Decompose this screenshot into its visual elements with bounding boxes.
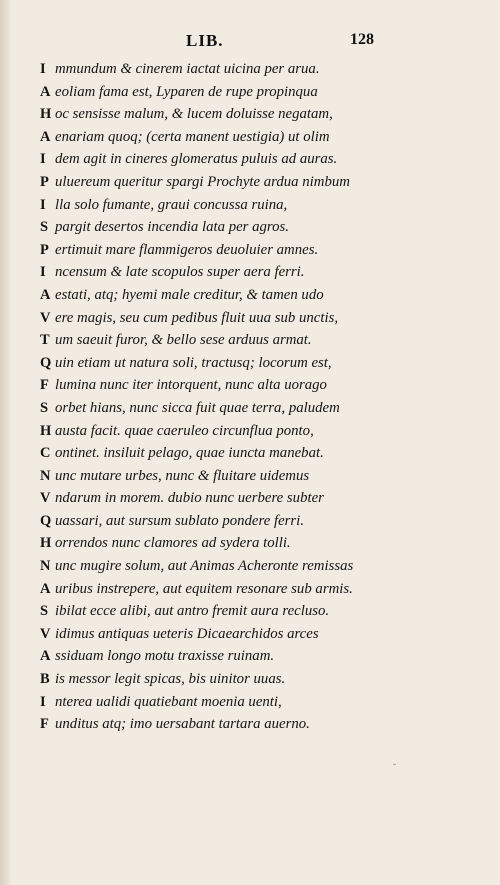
verse-line bbox=[40, 352, 480, 375]
verse-initial: F bbox=[40, 377, 49, 394]
verse-text: unc mutare urbes, nunc & fluitare uidemus bbox=[55, 467, 310, 484]
verse-initial: N bbox=[40, 558, 51, 575]
verse-text: uribus instrepere, aut equitem resonare sub armis. bbox=[55, 580, 353, 597]
verse-text: oc sensisse malum, & lucem doluisse negatam, bbox=[55, 106, 333, 123]
verse-initial: V bbox=[40, 490, 51, 507]
page-number: 128 bbox=[350, 31, 374, 48]
verse-text: lla solo fumante, graui concussa ruina, bbox=[55, 196, 288, 213]
verse-initial: S bbox=[40, 399, 49, 416]
verse-line bbox=[40, 713, 480, 736]
verse-text: ontinet. insiluit pelago, quae iuncta manebat. bbox=[55, 445, 324, 462]
page-gutter bbox=[0, 0, 10, 885]
verse-line bbox=[40, 623, 480, 646]
verse-line bbox=[40, 126, 480, 149]
verse-line bbox=[40, 442, 480, 465]
verse-line bbox=[40, 578, 480, 601]
verse-initial: S bbox=[40, 219, 49, 236]
verse-initial: V bbox=[40, 309, 51, 326]
verse-text: ssiduam longo motu traxisse ruinam. bbox=[55, 648, 275, 665]
verse-list bbox=[40, 58, 480, 736]
verse-line bbox=[40, 487, 480, 510]
verse-line bbox=[40, 171, 480, 194]
verse-line bbox=[40, 668, 480, 691]
verse-line bbox=[40, 420, 480, 443]
verse-initial: S bbox=[40, 603, 49, 620]
verse-text: unc mugire solum, aut Animas Acheronte remissas bbox=[55, 558, 354, 575]
verse-text: ere magis, seu cum pedibus fluit uua sub unctis, bbox=[55, 309, 339, 326]
verse-line bbox=[40, 284, 480, 307]
verse-line bbox=[40, 600, 480, 623]
verse-initial: Q bbox=[40, 354, 52, 371]
verse-text: is messor legit spicas, bis uinitor uuas. bbox=[55, 671, 286, 688]
verse-text: pargit desertos incendia lata per agros. bbox=[55, 219, 289, 236]
verse-text: um saeuit furor, & bello sese arduus armat. bbox=[55, 332, 312, 349]
verse-text: mmundum & cinerem iactat uicina per arua. bbox=[55, 61, 320, 77]
verse-line bbox=[40, 510, 480, 533]
verse-initial: N bbox=[40, 467, 51, 484]
verse-initial: I bbox=[40, 264, 46, 281]
verse-text: austa facit. quae caeruleo circunflua ponto, bbox=[55, 422, 314, 439]
verse-line bbox=[40, 691, 480, 714]
verse-initial: B bbox=[40, 671, 50, 688]
verse-text: enariam quoq; (certa manent uestigia) ut olim bbox=[55, 128, 330, 145]
verse-line bbox=[40, 645, 480, 668]
verse-line bbox=[40, 58, 480, 81]
verse-line bbox=[40, 239, 480, 262]
verse-initial: I bbox=[40, 693, 46, 710]
verse-text: orrendos nunc clamores ad sydera tolli. bbox=[55, 535, 291, 552]
verse-text: ndarum in morem. dubio nunc uerbere subter bbox=[55, 490, 324, 507]
verse-line bbox=[40, 148, 480, 171]
verse-initial: A bbox=[40, 648, 51, 665]
verse-initial: A bbox=[40, 83, 51, 100]
verse-initial: T bbox=[40, 332, 50, 349]
book-label: LIB. bbox=[186, 31, 224, 50]
verse-text: orbet hians, nunc sicca fuit quae terra, paludem bbox=[55, 399, 340, 416]
verse-initial: F bbox=[40, 716, 49, 733]
verse-initial: H bbox=[40, 422, 52, 439]
verse-line bbox=[40, 81, 480, 104]
verse-text: nterea ualidi quatiebant moenia uenti, bbox=[55, 693, 282, 710]
verse-text: ertimuit mare flammigeros deuoluier amnes. bbox=[55, 241, 319, 258]
verse-text: unditus atq; imo uersabant tartara auerno. bbox=[55, 716, 310, 733]
paper-speck: ˘ bbox=[392, 764, 397, 775]
verse-text: idimus antiquas ueteris Dicaearchidos arces bbox=[55, 625, 319, 642]
verse-text: estati, atq; hyemi male creditur, & tamen udo bbox=[55, 286, 324, 303]
verse-line bbox=[40, 261, 480, 284]
verse-line bbox=[40, 216, 480, 239]
running-header bbox=[180, 31, 380, 51]
verse-line bbox=[40, 555, 480, 578]
verse-line bbox=[40, 374, 480, 397]
verse-initial: P bbox=[40, 173, 49, 190]
verse-initial: A bbox=[40, 286, 51, 303]
verse-initial: I bbox=[40, 151, 46, 168]
verse-initial: P bbox=[40, 241, 49, 258]
verse-text: ncensum & late scopulos super aera ferri. bbox=[55, 264, 305, 281]
verse-line bbox=[40, 532, 480, 555]
verse-line bbox=[40, 307, 480, 330]
verse-line bbox=[40, 465, 480, 488]
verse-initial: Q bbox=[40, 512, 52, 529]
verse-text: uassari, aut sursum sublato pondere ferri. bbox=[55, 512, 304, 529]
verse-text: uin etiam ut natura soli, tractusq; locorum est, bbox=[55, 354, 332, 371]
verse-initial: V bbox=[40, 625, 51, 642]
verse-line bbox=[40, 329, 480, 352]
verse-text: ibilat ecce alibi, aut antro fremit aura recluso. bbox=[55, 603, 330, 620]
verse-line bbox=[40, 397, 480, 420]
verse-text: eoliam fama est, Lyparen de rupe propinqua bbox=[55, 83, 318, 100]
verse-text: dem agit in cineres glomeratus puluis ad auras. bbox=[55, 151, 338, 168]
verse-text: lumina nunc iter intorquent, nunc alta uorago bbox=[55, 377, 327, 394]
verse-line bbox=[40, 194, 480, 217]
verse-line bbox=[40, 103, 480, 126]
verse-initial: H bbox=[40, 535, 52, 552]
verse-initial: H bbox=[40, 106, 52, 123]
verse-initial: I bbox=[40, 61, 46, 77]
verse-text: uluereum queritur spargi Prochyte ardua nimbum bbox=[55, 173, 350, 190]
verse-initial: A bbox=[40, 128, 51, 145]
verse-initial: C bbox=[40, 445, 51, 462]
verse-initial: I bbox=[40, 196, 46, 213]
verse-initial: A bbox=[40, 580, 51, 597]
